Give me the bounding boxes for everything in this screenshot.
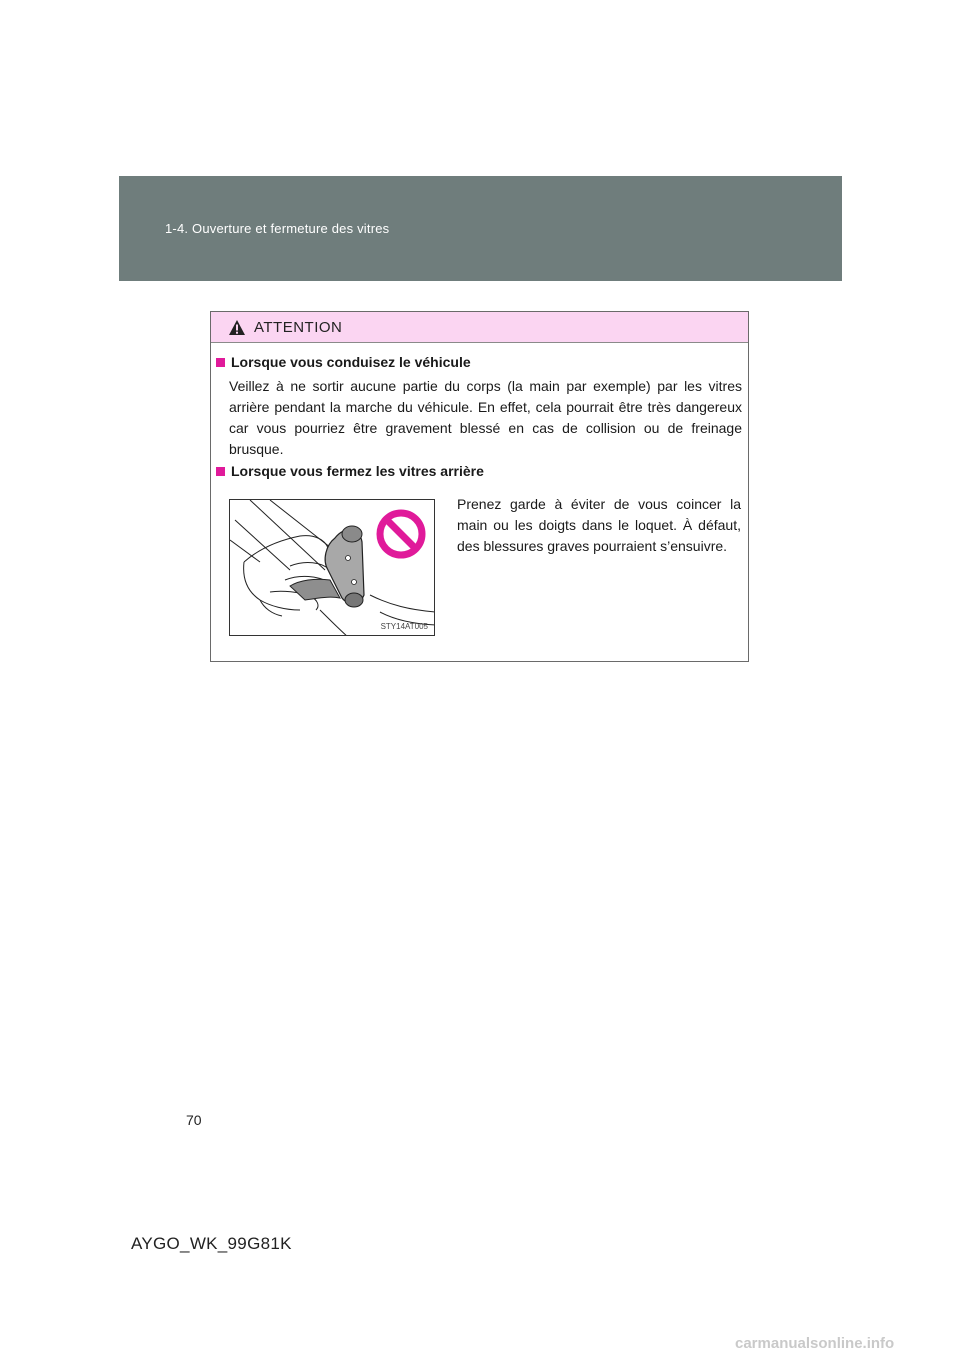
item-title-driving xyxy=(216,354,471,370)
latch-illustration xyxy=(229,499,435,636)
section-header-band xyxy=(119,176,842,281)
prohibition-icon xyxy=(380,513,422,555)
document-code: AYGO_WK_99G81K xyxy=(131,1234,292,1253)
item-title-text: Lorsque vous conduisez le véhicule xyxy=(231,354,471,370)
figure-code: STY14AT005 xyxy=(380,622,428,631)
section-label: 1-4. Ouverture et fermeture des vitres xyxy=(165,221,390,236)
item-text-closing: Prenez garde à éviter de vous coincer la main ou les doigts dans le loquet. À défaut, des blessures graves pourraient s’ensuivre. xyxy=(457,496,741,554)
hand-on-latch-illustration xyxy=(230,500,435,636)
warning-triangle-icon xyxy=(228,319,246,336)
watermark: carmanualsonline.info xyxy=(735,1335,895,1352)
warning-title: ATTENTION xyxy=(254,319,343,336)
item-title-text: Lorsque vous fermez les vitres arrière xyxy=(231,463,484,479)
warning-box xyxy=(210,311,749,662)
item-title-closing xyxy=(216,463,484,479)
page-number: 70 xyxy=(186,1112,202,1128)
bullet-square-icon xyxy=(216,467,225,476)
bullet-square-icon xyxy=(216,358,225,367)
item-text-driving: Veillez à ne sortir aucune partie du corps (la main par exemple) par les vitres arrière pendant la marche du véhicule. En effet, cela pourrait être très dangereux car vous pourriez être gravement blessé en cas de collision ou de freinage brusque. xyxy=(229,378,742,457)
warning-header xyxy=(211,312,748,343)
